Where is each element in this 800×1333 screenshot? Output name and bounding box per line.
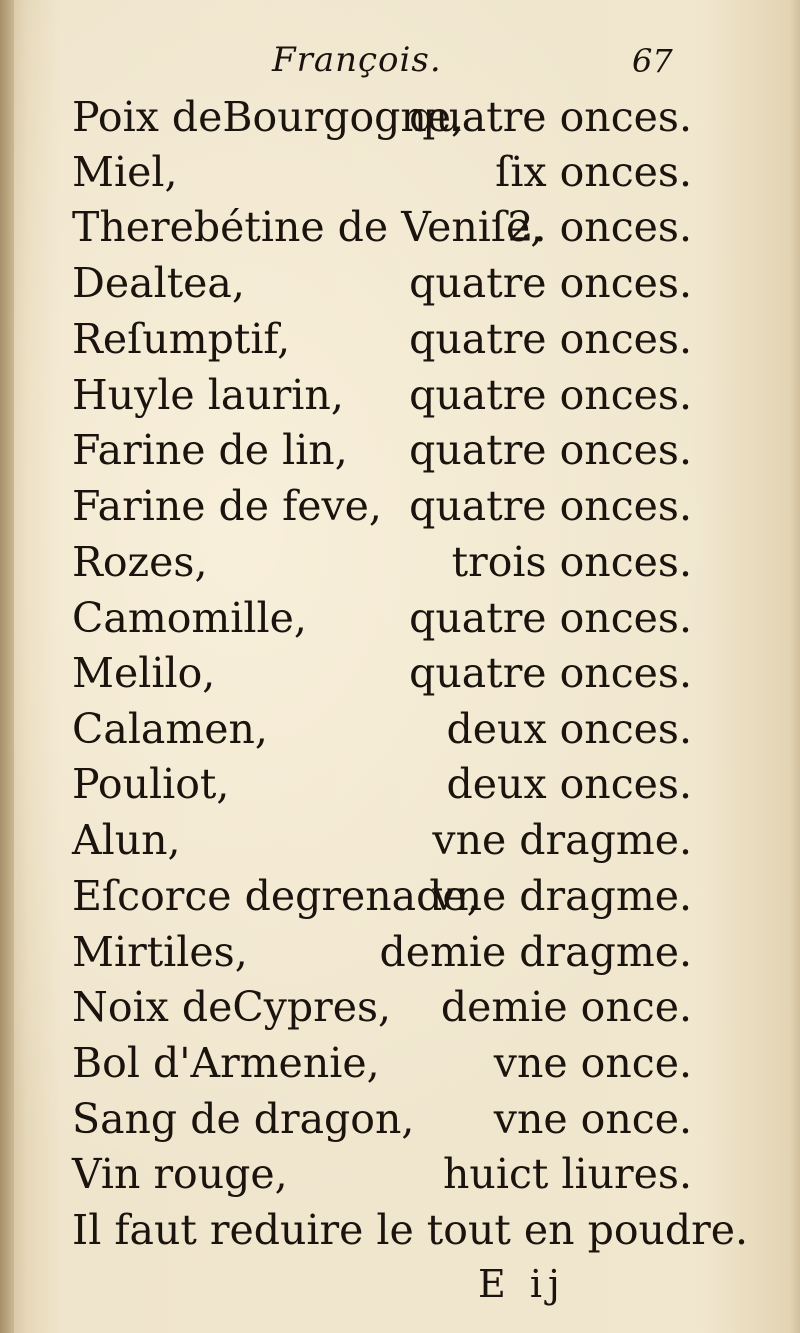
ingredient-quantity: huict liures.: [443, 1150, 692, 1198]
ingredient-name: Farine de feve,: [72, 482, 382, 530]
recipe-line: [72, 646, 692, 700]
recipe-line: [72, 925, 692, 979]
ingredient-name: Eſcorce degrenade,: [72, 872, 480, 920]
ingredient-quantity: quatre onces.: [409, 259, 692, 307]
ingredient-name: Huyle laurin,: [72, 371, 344, 419]
ingredient-name: Camomille,: [72, 594, 307, 642]
ingredient-name: Poix deBourgogne,: [72, 93, 465, 141]
recipe-line: [72, 368, 692, 422]
recipe-line: [72, 869, 692, 923]
ingredient-name: Melilo,: [72, 649, 216, 697]
ingredient-quantity: quatre onces.: [409, 426, 692, 474]
recipe-line: [72, 256, 692, 310]
recipe-line: [72, 312, 692, 366]
ingredient-quantity: demie dragme.: [379, 928, 692, 976]
ingredient-name: Mirtiles,: [72, 928, 248, 976]
ingredient-name: Therebétine de Veniſe,: [72, 203, 544, 251]
ingredient-quantity: quatre onces.: [409, 315, 692, 363]
recipe-line: [72, 702, 692, 756]
recipe-line: [72, 1092, 692, 1146]
closing-text: Il faut reduire le tout en poudre.: [72, 1206, 749, 1254]
ingredient-quantity: deux onces.: [446, 705, 692, 753]
page-header: [0, 40, 800, 96]
recipe-line: [72, 423, 692, 477]
page-gutter: [0, 0, 14, 1333]
ingredient-quantity: quatre onces.: [409, 371, 692, 419]
running-head: François.: [272, 40, 442, 80]
ingredient-name: Noix deCypres,: [72, 983, 392, 1031]
ingredient-quantity: trois onces.: [451, 538, 692, 586]
ingredient-quantity: 2. onces.: [507, 203, 692, 251]
recipe-line: [72, 757, 692, 811]
ingredient-quantity: quatre onces.: [409, 649, 692, 697]
ingredient-quantity: vne once.: [493, 1095, 692, 1143]
ingredient-quantity: quatre onces.: [409, 93, 692, 141]
ingredient-quantity: demie once.: [440, 983, 692, 1031]
recipe-line: [72, 813, 692, 867]
ingredient-name: Miel,: [72, 148, 178, 196]
ingredient-quantity: quatre onces.: [409, 594, 692, 642]
ingredient-quantity: ſix onces.: [495, 148, 692, 196]
ingredient-quantity: quatre onces.: [409, 482, 692, 530]
ingredient-name: Dealtea,: [72, 259, 245, 307]
recipe-line: [72, 479, 692, 533]
ingredient-name: Reſumptif,: [72, 315, 291, 363]
ingredient-name: Vin rouge,: [72, 1150, 288, 1198]
recipe-line: [72, 90, 692, 144]
recipe-line: [72, 591, 692, 645]
ingredient-quantity: vne dragme.: [432, 816, 692, 864]
ingredient-name: Sang de dragon,: [72, 1095, 415, 1143]
recipe-line: [72, 1036, 692, 1090]
page-number: 67: [632, 42, 673, 80]
ingredient-quantity: vne dragme.: [432, 872, 692, 920]
recipe-line: [72, 200, 692, 254]
ingredient-name: Calamen,: [72, 705, 268, 753]
ingredient-name: Bol d'Armenie,: [72, 1039, 380, 1087]
ingredient-name: Rozes,: [72, 538, 208, 586]
recipe-line: [72, 145, 692, 199]
ingredient-quantity: deux onces.: [446, 760, 692, 808]
ingredient-name: Alun,: [72, 816, 181, 864]
recipe-line: [72, 980, 692, 1034]
recipe-line: [72, 1147, 692, 1201]
signature-mark: E ij: [478, 1262, 566, 1306]
ingredient-name: Farine de lin,: [72, 426, 348, 474]
recipe-line: [72, 535, 692, 589]
ingredient-name: Pouliot,: [72, 760, 230, 808]
closing-line: [72, 1203, 749, 1257]
ingredient-quantity: vne once.: [493, 1039, 692, 1087]
